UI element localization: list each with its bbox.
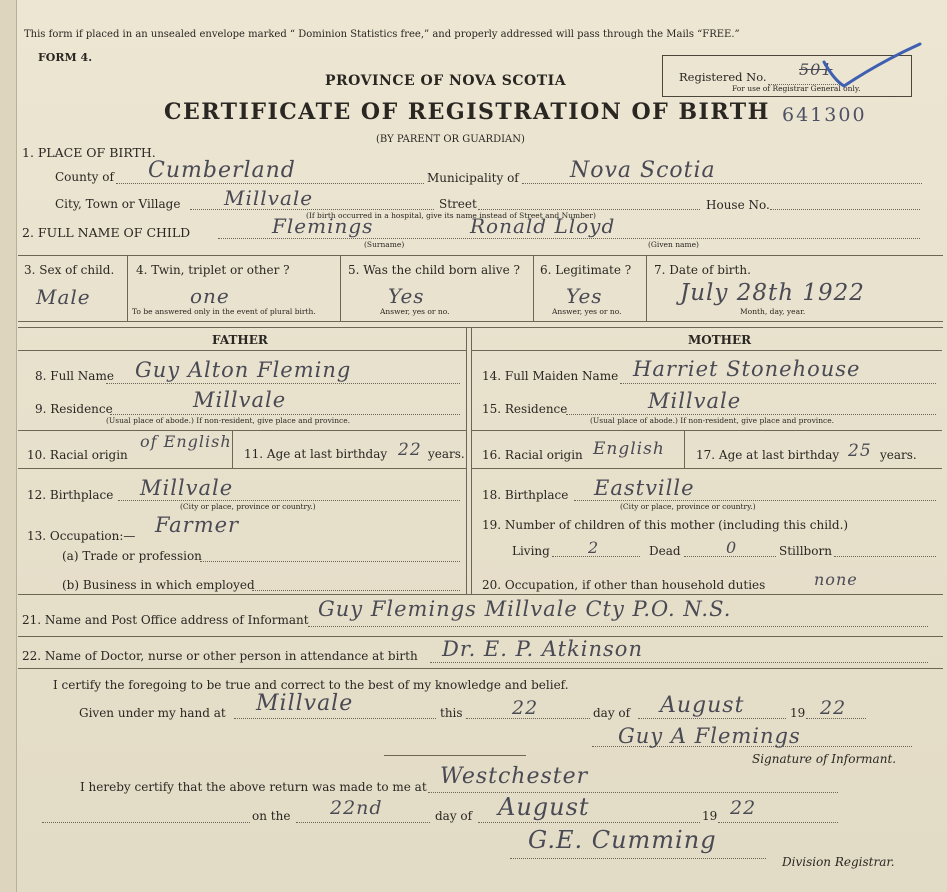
given-place: Millvale	[256, 691, 354, 716]
father-heading: FATHER	[212, 333, 268, 347]
father-occupation: Farmer	[155, 513, 240, 537]
mother-residence: Millvale	[648, 389, 742, 413]
legitimate-label: 6. Legitimate ?	[540, 263, 632, 277]
mother-birthplace-label: 18. Birthplace	[482, 488, 569, 502]
father-racial-label: 10. Racial origin	[27, 448, 128, 462]
child-surname: Flemings	[272, 214, 374, 238]
registrar-month: August	[498, 793, 590, 821]
municipality-value: Nova Scotia	[570, 158, 716, 183]
form-number: FORM 4.	[38, 51, 93, 64]
hospital-note: (If birth occurred in a hospital, give its name instead of Street and Number)	[306, 211, 596, 220]
mother-occupation: none	[814, 570, 858, 589]
given-year-prefix: 19	[790, 706, 806, 720]
stillborn-label: Stillborn	[779, 544, 832, 558]
mother-racial: English	[593, 439, 665, 459]
registered-label: Registered No.	[679, 70, 767, 84]
mother-occupation-label: 20. Occupation, if other than household duties	[482, 578, 766, 592]
father-age-unit: years.	[428, 447, 465, 461]
registrar-day: 22nd	[330, 797, 383, 819]
father-birthplace-note: (City or place, province or country.)	[180, 502, 316, 511]
informant-signature: Guy A Flemings	[618, 724, 801, 748]
mother-residence-note: (Usual place of abode.) If non-resident, give place and province.	[590, 416, 835, 425]
county-label: County of	[55, 170, 114, 184]
father-racial: of English	[140, 432, 232, 451]
mother-age: 25	[848, 441, 872, 461]
given-under-label: Given under my hand at	[79, 706, 226, 720]
city-label: City, Town or Village	[55, 197, 181, 211]
registrar-year-prefix: 19	[702, 809, 718, 823]
date-of-birth-value: July 28th 1922	[680, 280, 865, 306]
city-value: Millvale	[224, 186, 314, 210]
doctor-label: 22. Name of Doctor, nurse or other person in attendance at birth	[22, 649, 418, 663]
father-occupation-label: 13. Occupation:—	[27, 529, 136, 543]
place-of-birth-label: 1. PLACE OF BIRTH.	[22, 145, 156, 160]
trade-profession-label: (a) Trade or profession	[62, 549, 202, 563]
twin-note: To be answered only in the event of plural birth.	[132, 307, 316, 316]
mother-residence-label: 15. Residence	[482, 402, 568, 416]
informant-value: Guy Flemings Millvale Cty P.O. N.S.	[318, 597, 732, 621]
dead-label: Dead	[649, 544, 681, 558]
given-year: 22	[820, 697, 847, 719]
registrar-place: Westchester	[440, 764, 589, 789]
date-note: Month, day, year.	[740, 307, 806, 316]
informant-signature-label: Signature of Informant.	[752, 752, 897, 766]
father-age: 22	[398, 440, 422, 460]
living-value: 2	[588, 538, 600, 557]
twin-label: 4. Twin, triplet or other ?	[136, 263, 290, 277]
sex-label: 3. Sex of child.	[24, 263, 115, 277]
child-name-label: 2. FULL NAME OF CHILD	[22, 225, 191, 240]
dead-value: 0	[726, 538, 738, 557]
mother-age-label: 17. Age at last birthday	[696, 448, 840, 462]
alive-value: Yes	[388, 284, 425, 308]
given-day: 22	[512, 697, 539, 719]
alive-note: Answer, yes or no.	[380, 307, 450, 316]
registrar-year: 22	[730, 797, 757, 819]
business-employed-label: (b) Business in which employed	[62, 578, 255, 592]
father-residence-note: (Usual place of abode.) If non-resident, give place and province.	[106, 416, 351, 425]
given-name-note: (Given name)	[648, 240, 699, 249]
street-label: Street	[439, 197, 477, 211]
binding-edge	[0, 0, 17, 892]
child-given-name: Ronald Lloyd	[470, 214, 616, 238]
mother-heading: MOTHER	[688, 333, 752, 347]
checkmark-icon	[820, 40, 925, 92]
sex-value: Male	[36, 285, 91, 309]
legitimate-value: Yes	[566, 284, 603, 308]
registered-number: 501	[799, 60, 833, 79]
father-birthplace: Millvale	[140, 476, 234, 500]
registrar-general-note: For use of Registrar General only.	[732, 84, 861, 93]
living-label: Living	[512, 544, 550, 558]
mother-racial-label: 16. Racial origin	[482, 448, 583, 462]
father-age-label: 11. Age at last birthday	[244, 447, 388, 461]
father-residence-label: 9. Residence	[35, 402, 113, 416]
informant-label: 21. Name and Post Office address of Informant	[22, 613, 309, 627]
mail-notice: This form if placed in an unsealed envelope marked “ Dominion Statistics free,” and properly addressed will pass through the Mails “FREE.”	[24, 29, 740, 40]
twin-value: one	[190, 284, 230, 308]
date-of-birth-label: 7. Date of birth.	[654, 263, 751, 277]
certificate-title: CERTIFICATE OF REGISTRATION OF BIRTH	[164, 99, 770, 125]
mother-name-label: 14. Full Maiden Name	[482, 369, 619, 383]
certificate-number: 641300	[782, 104, 867, 126]
mother-birthplace-note: (City or place, province or country.)	[620, 502, 756, 511]
county-value: Cumberland	[148, 158, 296, 183]
legitimate-note: Answer, yes or no.	[552, 307, 622, 316]
registrar-signature: G.E. Cumming	[528, 826, 717, 854]
certify-statement: I certify the foregoing to be true and correct to the best of my knowledge and belief.	[53, 678, 569, 692]
registrar-signature-label: Division Registrar.	[782, 855, 895, 869]
father-residence: Millvale	[193, 388, 287, 412]
registrar-statement: I hereby certify that the above return was made to me at	[80, 780, 427, 794]
given-month: August	[660, 693, 745, 718]
father-name: Guy Alton Fleming	[135, 358, 352, 382]
certificate-subtitle: (BY PARENT OR GUARDIAN)	[376, 134, 525, 145]
mother-age-unit: years.	[880, 448, 917, 462]
province-title: PROVINCE OF NOVA SCOTIA	[325, 73, 567, 89]
alive-label: 5. Was the child born alive ?	[348, 263, 520, 277]
mother-name: Harriet Stonehouse	[633, 357, 861, 381]
mother-birthplace: Eastville	[594, 476, 695, 500]
municipality-label: Municipality of	[427, 171, 519, 185]
surname-note: (Surname)	[364, 240, 405, 249]
given-dayof-label: day of	[593, 706, 631, 720]
on-the-label: on the	[252, 809, 291, 823]
mother-children-label: 19. Number of children of this mother (including this child.)	[482, 518, 849, 532]
this-label: this	[440, 706, 463, 720]
father-name-label: 8. Full Name	[35, 369, 114, 383]
doctor-value: Dr. E. P. Atkinson	[442, 637, 643, 661]
father-birthplace-label: 12. Birthplace	[27, 488, 114, 502]
house-number-label: House No.	[706, 198, 770, 212]
registrar-dayof-label: day of	[435, 809, 473, 823]
